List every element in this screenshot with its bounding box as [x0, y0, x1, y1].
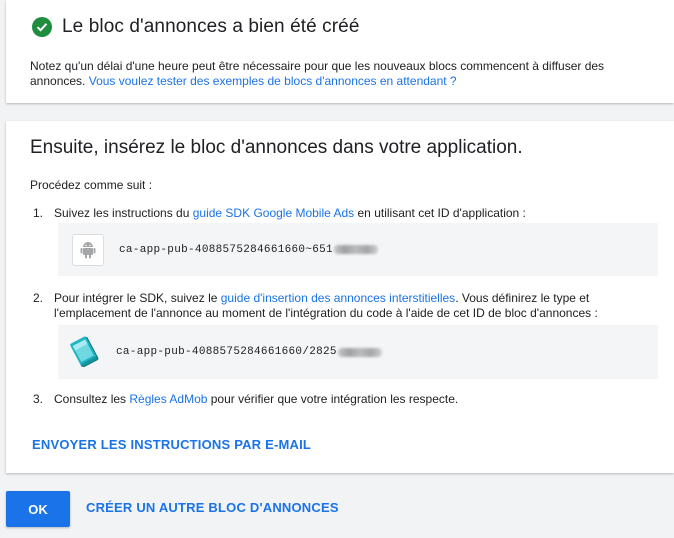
step-number: 2. — [33, 291, 44, 305]
send-instructions-email-button[interactable]: ENVOYER LES INSTRUCTIONS PAR E-MAIL — [32, 437, 312, 452]
ok-button[interactable]: OK — [6, 491, 70, 527]
step-text — [54, 206, 644, 221]
step-text — [54, 392, 644, 407]
step-text-before: Suivez les instructions du — [54, 206, 193, 220]
sdk-guide-link[interactable]: guide SDK Google Mobile Ads — [192, 206, 355, 220]
ad-unit-id-text: ca-app-pub-4088575284661660/2825 — [116, 346, 337, 358]
success-title: Le bloc d'annonces a bien été créé — [62, 16, 360, 37]
android-icon — [72, 234, 104, 266]
app-id-text: ca-app-pub-4088575284661660~651 — [119, 243, 333, 256]
create-another-ad-unit-button[interactable]: CRÉER UN AUTRE BLOC D'ANNONCES — [86, 500, 339, 515]
step-number: 3. — [33, 392, 44, 406]
redacted-blur — [338, 348, 382, 357]
delay-notice — [30, 59, 650, 89]
check-circle-icon — [32, 17, 52, 37]
step-text-after: . Vous définirez le type et l'emplacement de l'annonce au moment de l'intégration du code à l'aide de cet ID de bloc d'annonces : — [54, 291, 598, 320]
instructions-card — [6, 121, 674, 473]
test-ad-units-link[interactable]: Vous voulez tester des exemples de blocs d'annonces en attendant ? — [88, 74, 457, 88]
step-text-after: pour vérifier que votre intégration les respecte. — [207, 392, 459, 406]
app-id-box — [58, 223, 658, 276]
delay-notice-text: Notez qu'un délai d'une heure peut être nécessaire pour que les nouveaux blocs commencent à diffuser des annonces. — [30, 59, 605, 88]
instructions-title: Ensuite, insérez le bloc d'annonces dans votre application. — [30, 137, 523, 158]
app-id[interactable] — [119, 244, 378, 256]
ad-unit-id-box — [58, 325, 658, 379]
success-header — [32, 16, 360, 38]
step-text-before: Pour intégrer le SDK, suivez le — [54, 291, 221, 305]
instructions-intro: Procédez comme suit : — [30, 178, 153, 192]
step-text — [54, 291, 644, 321]
step-text-after: en utilisant cet ID d'application : — [354, 206, 526, 220]
interstitial-ad-icon — [68, 335, 102, 369]
admob-policies-link[interactable]: Règles AdMob — [129, 392, 208, 406]
interstitial-guide-link[interactable]: guide d'insertion des annonces interstitielles — [220, 291, 456, 305]
ad-unit-id[interactable] — [116, 346, 382, 358]
success-card — [6, 0, 674, 103]
step-text-before: Consultez les — [54, 392, 130, 406]
redacted-blur — [334, 245, 378, 254]
step-number: 1. — [33, 206, 44, 220]
